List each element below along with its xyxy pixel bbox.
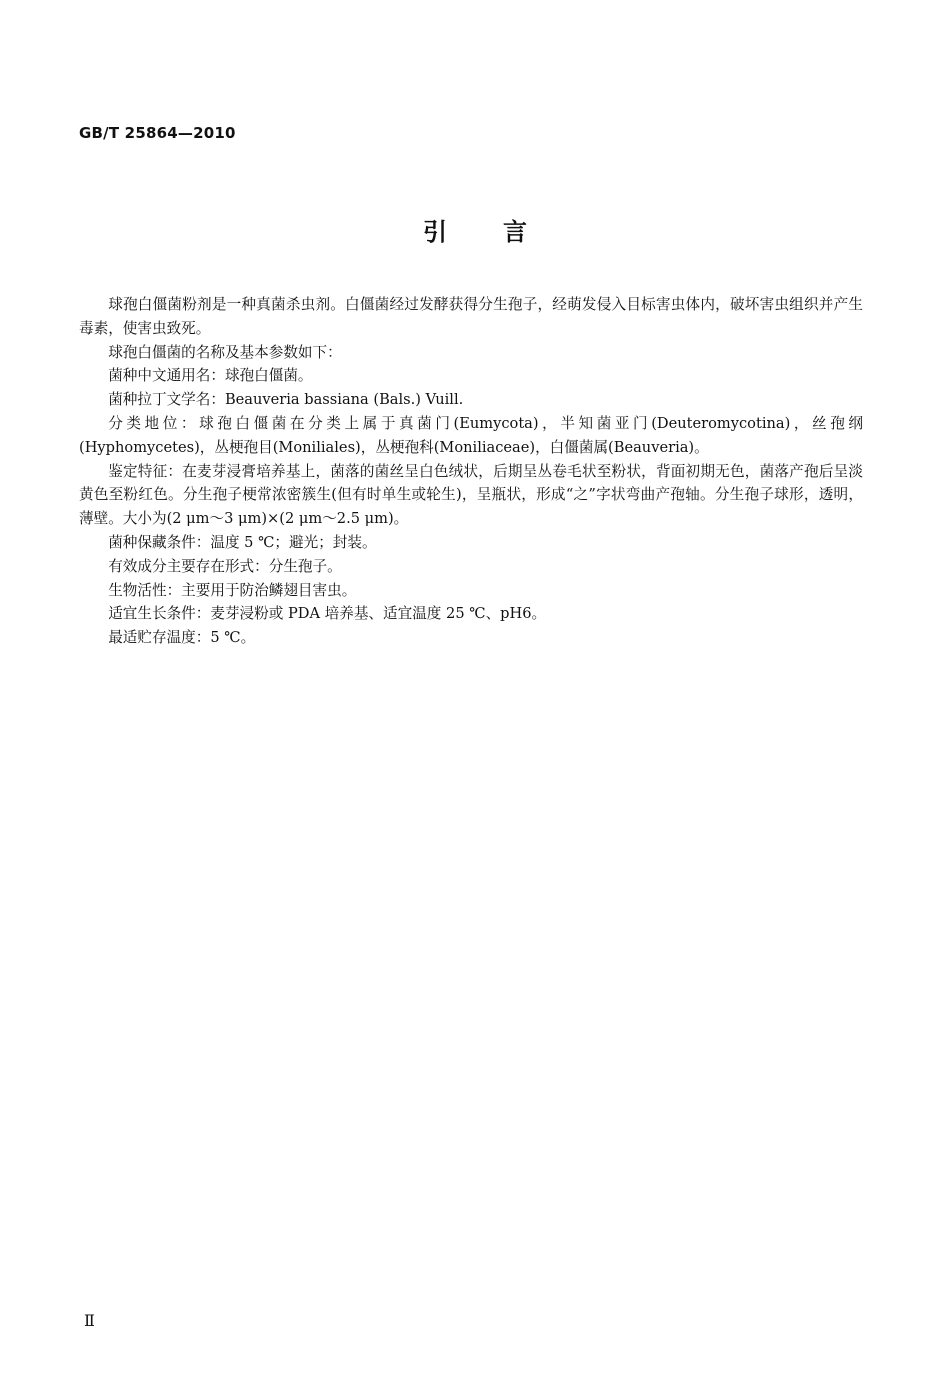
paragraph-latin-name: 菌种拉丁文学名：Beauveria bassiana (Bals.) Vuill. (108, 391, 464, 409)
page-title: 引言 (423, 218, 583, 246)
page-number: Ⅱ (84, 1311, 95, 1330)
paragraph-parameters-heading: 球孢白僵菌的名称及基本参数如下： (108, 343, 342, 361)
paragraph-storage-temperature: 最适贮存温度：5 ℃。 (108, 629, 256, 647)
paragraph-growth-conditions: 适宜生长条件：麦芽浸粉或 PDA 培养基、适宜温度 25 ℃、pH6。 (108, 605, 547, 623)
paragraph-bioactivity: 生物活性：主要用于防治鳞翅目害虫。 (108, 581, 357, 599)
document-body (79, 293, 863, 650)
paragraph-active-form: 有效成分主要存在形式：分生孢子。 (108, 557, 342, 575)
standard-code: GB/T 25864—2010 (79, 124, 236, 142)
paragraph-intro: 球孢白僵菌粉剂是一种真菌杀虫剂。白僵菌经过发酵获得分生孢子，经萌发侵入目标害虫体内，破坏害虫组织并产生毒素，使害虫致死。 (79, 296, 863, 337)
paragraph-identification: 鉴定特征：在麦芽浸膏培养基上，菌落的菌丝呈白色绒状，后期呈丛卷毛状至粉状，背面初期无色，菌落产孢后呈淡黄色至粉红色。分生孢子梗常浓密簇生(但有时单生或轮生)，呈瓶状，形成“之”字状弯曲产孢轴。分生孢子球形，透明，薄壁。大小为(2 μm～3 μm)×(2 μm～2.5 μm)。 (79, 462, 863, 528)
paragraph-storage-conditions: 菌种保藏条件：温度 5 ℃；避光；封装。 (108, 533, 377, 551)
paragraph-classification: 分类地位：球孢白僵菌在分类上属于真菌门(Eumycota)，半知菌亚门(Deuteromycotina)，丝孢纲(Hyphomycetes)，丛梗孢目(Moniliales)，丛梗孢科(Moniliaceae)，白僵菌属(Beauveria)。 (79, 414, 863, 456)
paragraph-chinese-name: 菌种中文通用名：球孢白僵菌。 (108, 367, 313, 385)
